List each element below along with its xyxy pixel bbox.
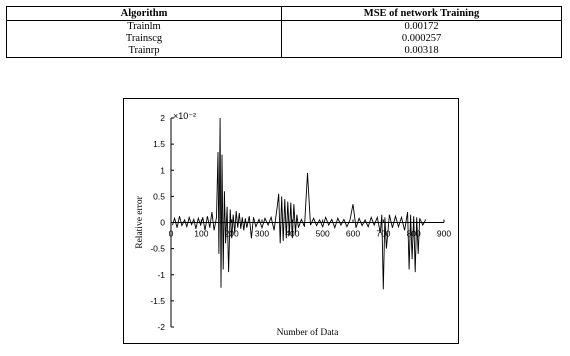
y-tick-label: 0.5	[153, 191, 165, 202]
y-tick-label: 2	[160, 113, 165, 123]
x-axis-label: Number of Data	[276, 328, 339, 338]
cell-algorithm: Trainlm	[7, 21, 282, 34]
series-line	[173, 118, 426, 289]
relative-error-plot	[124, 99, 458, 343]
y-tick-label: -0.5	[150, 243, 165, 254]
x-tick-label: 300	[254, 228, 270, 239]
cell-mse: 0.00318	[282, 45, 562, 58]
table-row	[7, 45, 562, 58]
x-tick-label: 900	[436, 228, 452, 239]
x-tick-label: 500	[315, 228, 330, 239]
y-tick-label: 0	[160, 217, 165, 228]
y-tick-label: -1.5	[150, 295, 165, 306]
y-tick-label: -1	[157, 269, 165, 280]
cell-algorithm: Trainscg	[7, 33, 282, 45]
y-tick-label: 1	[160, 165, 165, 176]
x-tick-label: 600	[345, 228, 361, 239]
table-header-row	[7, 7, 562, 21]
y-tick-label: -2	[157, 322, 165, 332]
x-tick-label: 800	[406, 228, 421, 239]
cell-mse: 0.000257	[282, 33, 562, 45]
results-table	[6, 6, 562, 58]
x-tick-label: 400	[285, 228, 300, 239]
table-row	[7, 21, 562, 34]
header-algorithm: Algorithm	[7, 7, 282, 21]
x-tick-label: 100	[194, 228, 209, 239]
cell-algorithm: Trainrp	[7, 45, 282, 58]
x-tick-label: 200	[224, 228, 239, 239]
data-layer	[173, 118, 426, 289]
figure-frame	[123, 98, 459, 344]
x-tick-label: 700	[376, 228, 391, 239]
cell-mse: 0.00172	[282, 21, 562, 34]
header-mse: MSE of network Training	[282, 7, 562, 21]
y-tick-label: 1.5	[153, 139, 165, 150]
y-axis-label: Relative error	[135, 196, 145, 249]
y-scale-label: ×10⁻²	[173, 111, 197, 121]
table-row	[7, 33, 562, 45]
x-tick-label: 0	[168, 228, 174, 239]
